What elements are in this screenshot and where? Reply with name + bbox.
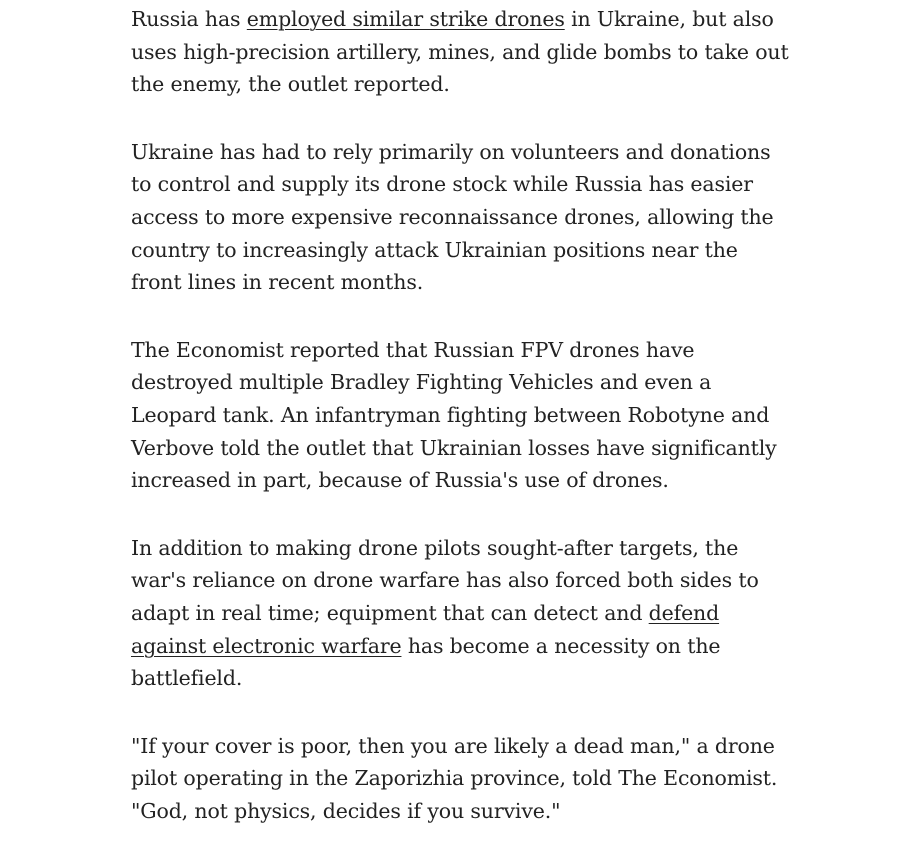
paragraph-2: Ukraine has had to rely primarily on volunteers and donations to control and supply its drone stock while Russia has easier access to more expensive reconnaissance drones, allowing the country to increasingly attack Ukrainian positions near the front lines in recent months.: [131, 139, 774, 295]
paragraph-3: The Economist reported that Russian FPV drones have destroyed multiple Bradley Fighting Vehicles and even a Leopard tank. An infantryman fighting between Robotyne and Verbove told the outlet that Ukrainian losses have significantly increased in part, because of Russia's use of drones.: [131, 337, 777, 493]
paragraph-1-text-before: Russia has: [131, 7, 247, 31]
paragraph-1-text-after: in Ukraine, but also uses high-precision artillery, mines, and glide bombs to take out the enemy, the outlet reported.: [131, 7, 789, 97]
defend-against-electronic-warfare-link[interactable]: defend against electronic warfare: [131, 600, 720, 658]
paragraph-4-text-after: has become a necessity on the battlefield.: [131, 633, 721, 691]
article-body: [131, 3, 791, 862]
paragraph-1: [131, 3, 791, 101]
paragraph-5: "If your cover is poor, then you are likely a dead man," a drone pilot operating in the Zaporizhia province, told The Economist. "God, not physics, decides if you survive.": [131, 733, 778, 823]
employed-similar-strike-drones-link[interactable]: employed similar strike drones: [246, 7, 565, 31]
paragraph-4-text-before: In addition to making drone pilots sought-after targets, the war's reliance on drone warfare has also forced both sides to adapt in real time; equipment that can detect and: [131, 535, 759, 625]
paragraph-4: [131, 532, 791, 695]
